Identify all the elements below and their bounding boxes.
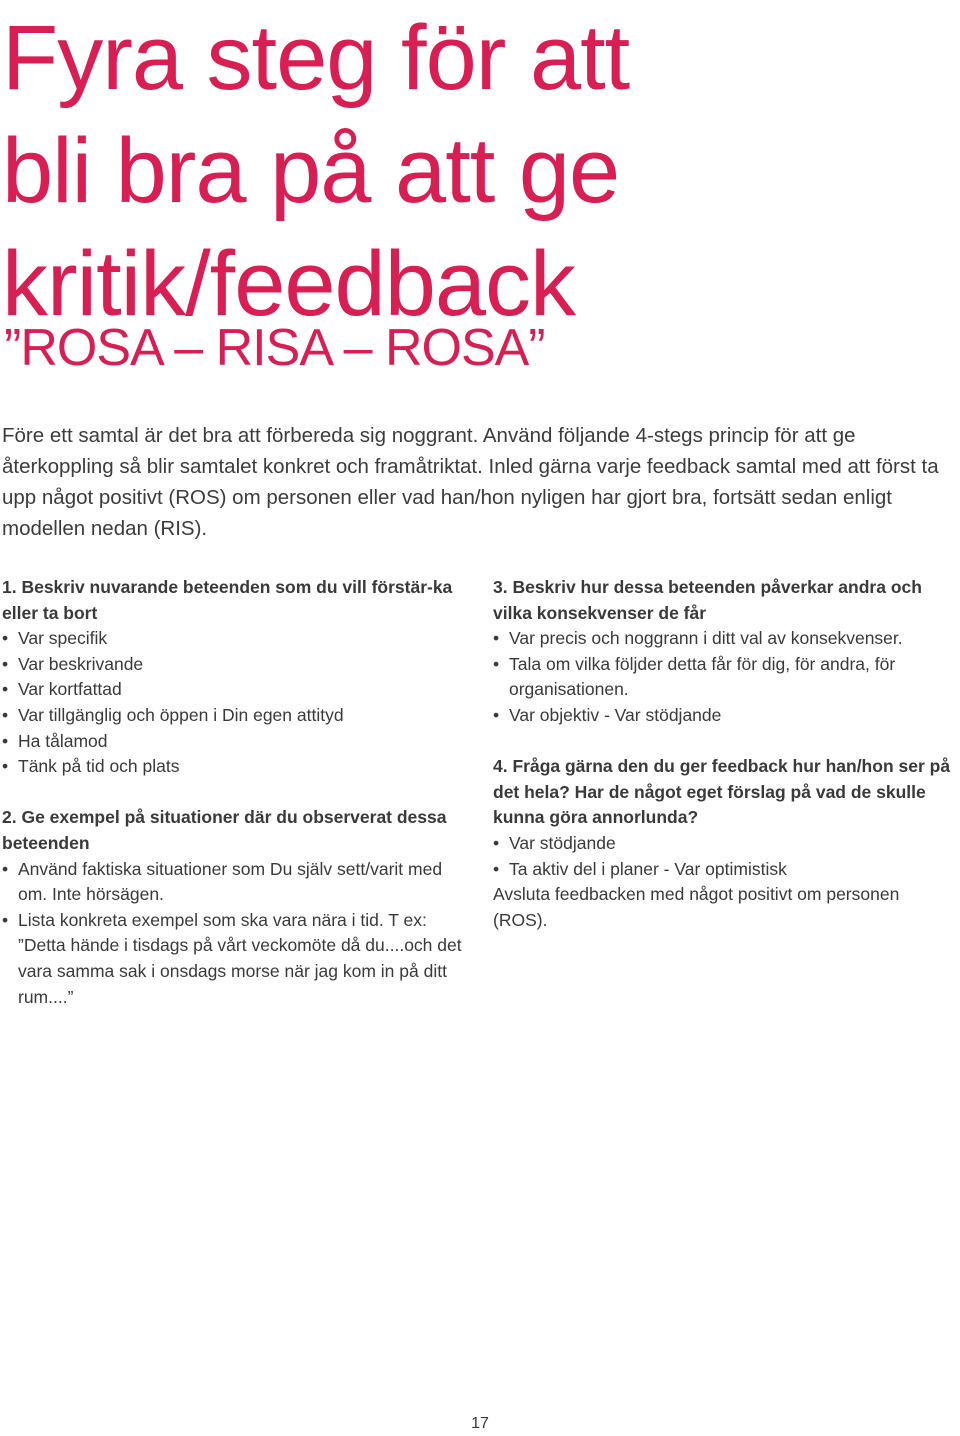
intro-paragraph: Före ett samtal är det bra att förbereda sig noggrant. Använd följande 4-stegs princip för att ge återkoppling så blir samtalet konkret och framåtriktat. Inled gärna varje feedback samtal med att först ta upp något positivt (ROS) om personen eller vad han/hon nyligen har gjort bra, fortsätt sedan enligt modellen nedan (RIS).: [2, 424, 939, 540]
list-item: • Var specifik: [2, 626, 462, 652]
step-2-heading: 2. Ge exempel på situationer där du observerat dessa beteenden: [2, 807, 447, 853]
step-4-heading: 4. Fråga gärna den du ger feedback hur han/hon ser på det hela? Har de något eget förslag på vad de skulle kunna göra annorlunda?: [493, 756, 951, 828]
step-1-heading: 1. Beskriv nuvarande beteenden som du vill förstär-ka eller ta bort: [2, 577, 453, 623]
step-3-heading: 3. Beskriv hur dessa beteenden påverkar andra och vilka konsekvenser de får: [493, 577, 922, 623]
list-item: • Tala om vilka följder detta får för dig, för andra, för organisationen.: [493, 652, 953, 703]
title-line-2: bli bra på att ge: [2, 120, 620, 222]
list-item: • Var precis och noggrann i ditt val av konsekvenser.: [493, 626, 953, 652]
step-3: [493, 575, 953, 729]
closing-text: Avsluta feedbacken med något positivt om personen (ROS).: [493, 884, 900, 930]
subtitle: ”ROSA – RISA – ROSA”: [4, 319, 545, 377]
list-item: • Tänk på tid och plats: [2, 754, 462, 780]
list-item: • Var tillgänglig och öppen i Din egen attityd: [2, 703, 462, 729]
list-item: • Ha tålamod: [2, 729, 462, 755]
list-item: • Ta aktiv del i planer - Var optimistisk: [493, 857, 953, 883]
right-column: [493, 575, 953, 933]
page-title: [2, 2, 629, 341]
title-line-3: kritik/feedback: [2, 233, 576, 335]
page-number: 17: [471, 1415, 489, 1432]
list-item: • Var objektiv - Var stödjande: [493, 703, 953, 729]
list-item: • Lista konkreta exempel som ska vara nära i tid. T ex: ”Detta hände i tisdags på vårt veckomöte då du....och det vara samma sak i onsdags morse när jag kom in på ditt rum....”: [2, 908, 462, 1010]
list-item: • Var kortfattad: [2, 677, 462, 703]
step-3-list: [493, 626, 953, 728]
left-column: [2, 575, 462, 1010]
spacer: [2, 780, 462, 806]
step-1-list: [2, 626, 462, 780]
list-item: • Var stödjande: [493, 831, 953, 857]
step-2: [2, 805, 462, 1010]
spacer: [493, 729, 953, 755]
step-1: [2, 575, 462, 780]
list-item: • Använd faktiska situationer som Du själv sett/varit med om. Inte hörsägen.: [2, 857, 462, 908]
step-4: [493, 754, 953, 933]
step-4-list: [493, 831, 953, 882]
list-item: • Var beskrivande: [2, 652, 462, 678]
title-line-1: Fyra steg för att: [2, 7, 630, 109]
step-2-list: [2, 857, 462, 1011]
